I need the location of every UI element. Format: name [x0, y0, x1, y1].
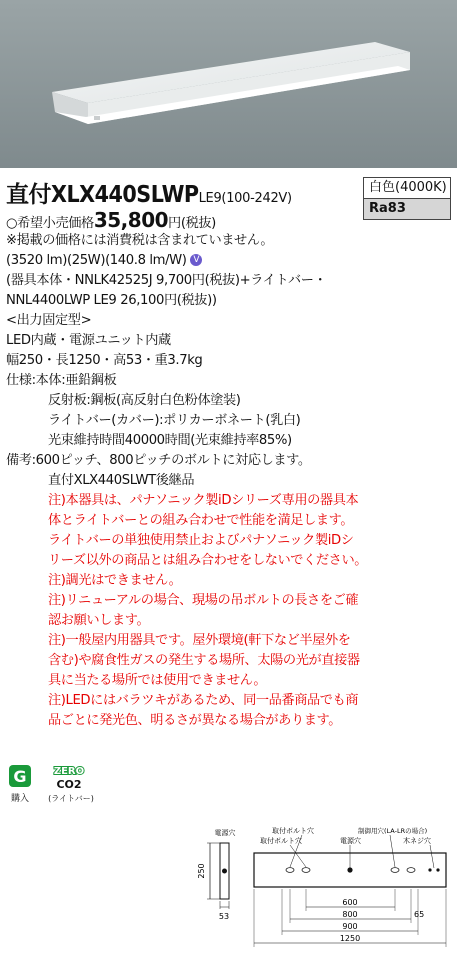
label-control-hole: 制御用穴(LA-LRの場合) [358, 827, 428, 835]
output-type: <出力固定型> [6, 313, 92, 328]
diagram-svg [190, 827, 452, 951]
dimension-diagram [190, 827, 452, 951]
parts-line-1: (器具本体・NNLK42525J 9,700円(税抜)+ライトバー・ [6, 273, 327, 288]
co2-label: CO2 [56, 778, 82, 791]
zero-label: ZERO [53, 766, 85, 777]
red-note-line: ライトバーの単独使用禁止およびパナソニック製iDシ [48, 533, 354, 548]
product-title [6, 176, 292, 208]
v-mark-icon: V [190, 254, 202, 266]
eco-icons [7, 763, 127, 815]
price-line [6, 209, 456, 231]
note-line: 注)リニューアルの場合、現場の吊ボルトの長さをご確 [48, 593, 359, 608]
model-number: XLX440SLWP [51, 182, 199, 208]
label-mount-hole-2: 取付ボルト穴 [260, 837, 302, 845]
product-photo [0, 0, 457, 168]
specs-line [6, 251, 456, 271]
green-purchase-icon [7, 763, 127, 815]
price-prefix: ○希望小売価格 [6, 216, 94, 231]
spec-lightbar: ライトバー(カバー):ポリカーボネート(乳白) [48, 413, 301, 428]
voltage-range: (100-242V) [221, 191, 292, 206]
color-temperature: 白色(4000K) [369, 180, 447, 195]
dim-600: 600 [342, 898, 358, 907]
label-wood-screw: 木ネジ穴 [403, 837, 431, 845]
parts-line-2: NNL4400LWP LE9 26,100円(税抜)) [6, 293, 217, 308]
dimensions: 幅250・長1250・高53・重3.7kg [6, 353, 203, 368]
title-prefix: 直付 [6, 182, 51, 208]
led-builtin: LED内蔵・電源ユニット内蔵 [6, 333, 171, 348]
spec-text-block [6, 209, 456, 731]
spec-reflector: 反射板:鋼板(高反射白色粉体塗装) [48, 393, 241, 408]
price-suffix: 円(税抜) [168, 216, 216, 231]
dim-height: 250 [197, 863, 206, 879]
note-line: 注)LEDにはバラツキがあるため、同一品番商品でも商 [48, 693, 359, 708]
remarks-line-1: 備考:600ピッチ、800ピッチのボルトに対応します。 [6, 453, 311, 468]
remarks-line-2: 直付XLX440SLWT後継品 [48, 473, 195, 488]
spec-body: 仕様:本体:亜鉛鋼板 [6, 373, 117, 388]
price-amount: 35,800 [93, 208, 169, 232]
green-purchase-label: 購入 [10, 794, 30, 804]
note-line: 具に当たる場所では使用できません。 [48, 673, 267, 688]
label-power-hole: 電源穴 [340, 837, 361, 845]
note-line: 注)一般屋内用器具です。屋外環境(軒下など半屋外を [48, 633, 351, 648]
dim-800: 800 [342, 910, 358, 919]
label-mount-hole-1: 取付ボルト穴 [272, 827, 314, 835]
luminaire-image [0, 0, 457, 168]
red-note-line: 注)本器具は、パナソニック製iDシリーズ専用の器具本 [48, 493, 359, 508]
note-line: 注)調光はできません。 [48, 573, 182, 588]
dim-depth: 53 [218, 912, 230, 921]
dim-1250: 1250 [339, 934, 361, 943]
note-line: 含む)や腐食性ガスの発生する場所、太陽の光が直接器 [48, 653, 360, 668]
lightbar-label: (ライトバー) [48, 794, 94, 803]
note-line: 認お願いします。 [48, 613, 150, 628]
green-letter: G [13, 767, 27, 786]
dim-65: 65 [414, 910, 425, 919]
dim-900: 900 [342, 922, 358, 931]
tax-note: ※掲載の価格には消費税は含まれていません。 [6, 233, 274, 248]
red-note-line: リーズ以外の商品とは組み合わせをしないでください。 [48, 553, 368, 568]
note-line: 品ごとに発光色、明るさが異なる場合があります。 [48, 713, 342, 728]
spec-lifetime: 光束維持時間40000時間(光束維持率85%) [48, 433, 292, 448]
red-note-line: 体とライトバーとの組み合わせで性能を満足します。 [48, 513, 354, 528]
label-power-hole-side: 電源穴 [214, 829, 236, 837]
color-rendering-index: Ra83 [364, 198, 450, 219]
model-suffix: LE9 [198, 191, 222, 206]
lumen-watt-spec: (3520 lm)(25W)(140.8 lm/W) [6, 253, 187, 268]
